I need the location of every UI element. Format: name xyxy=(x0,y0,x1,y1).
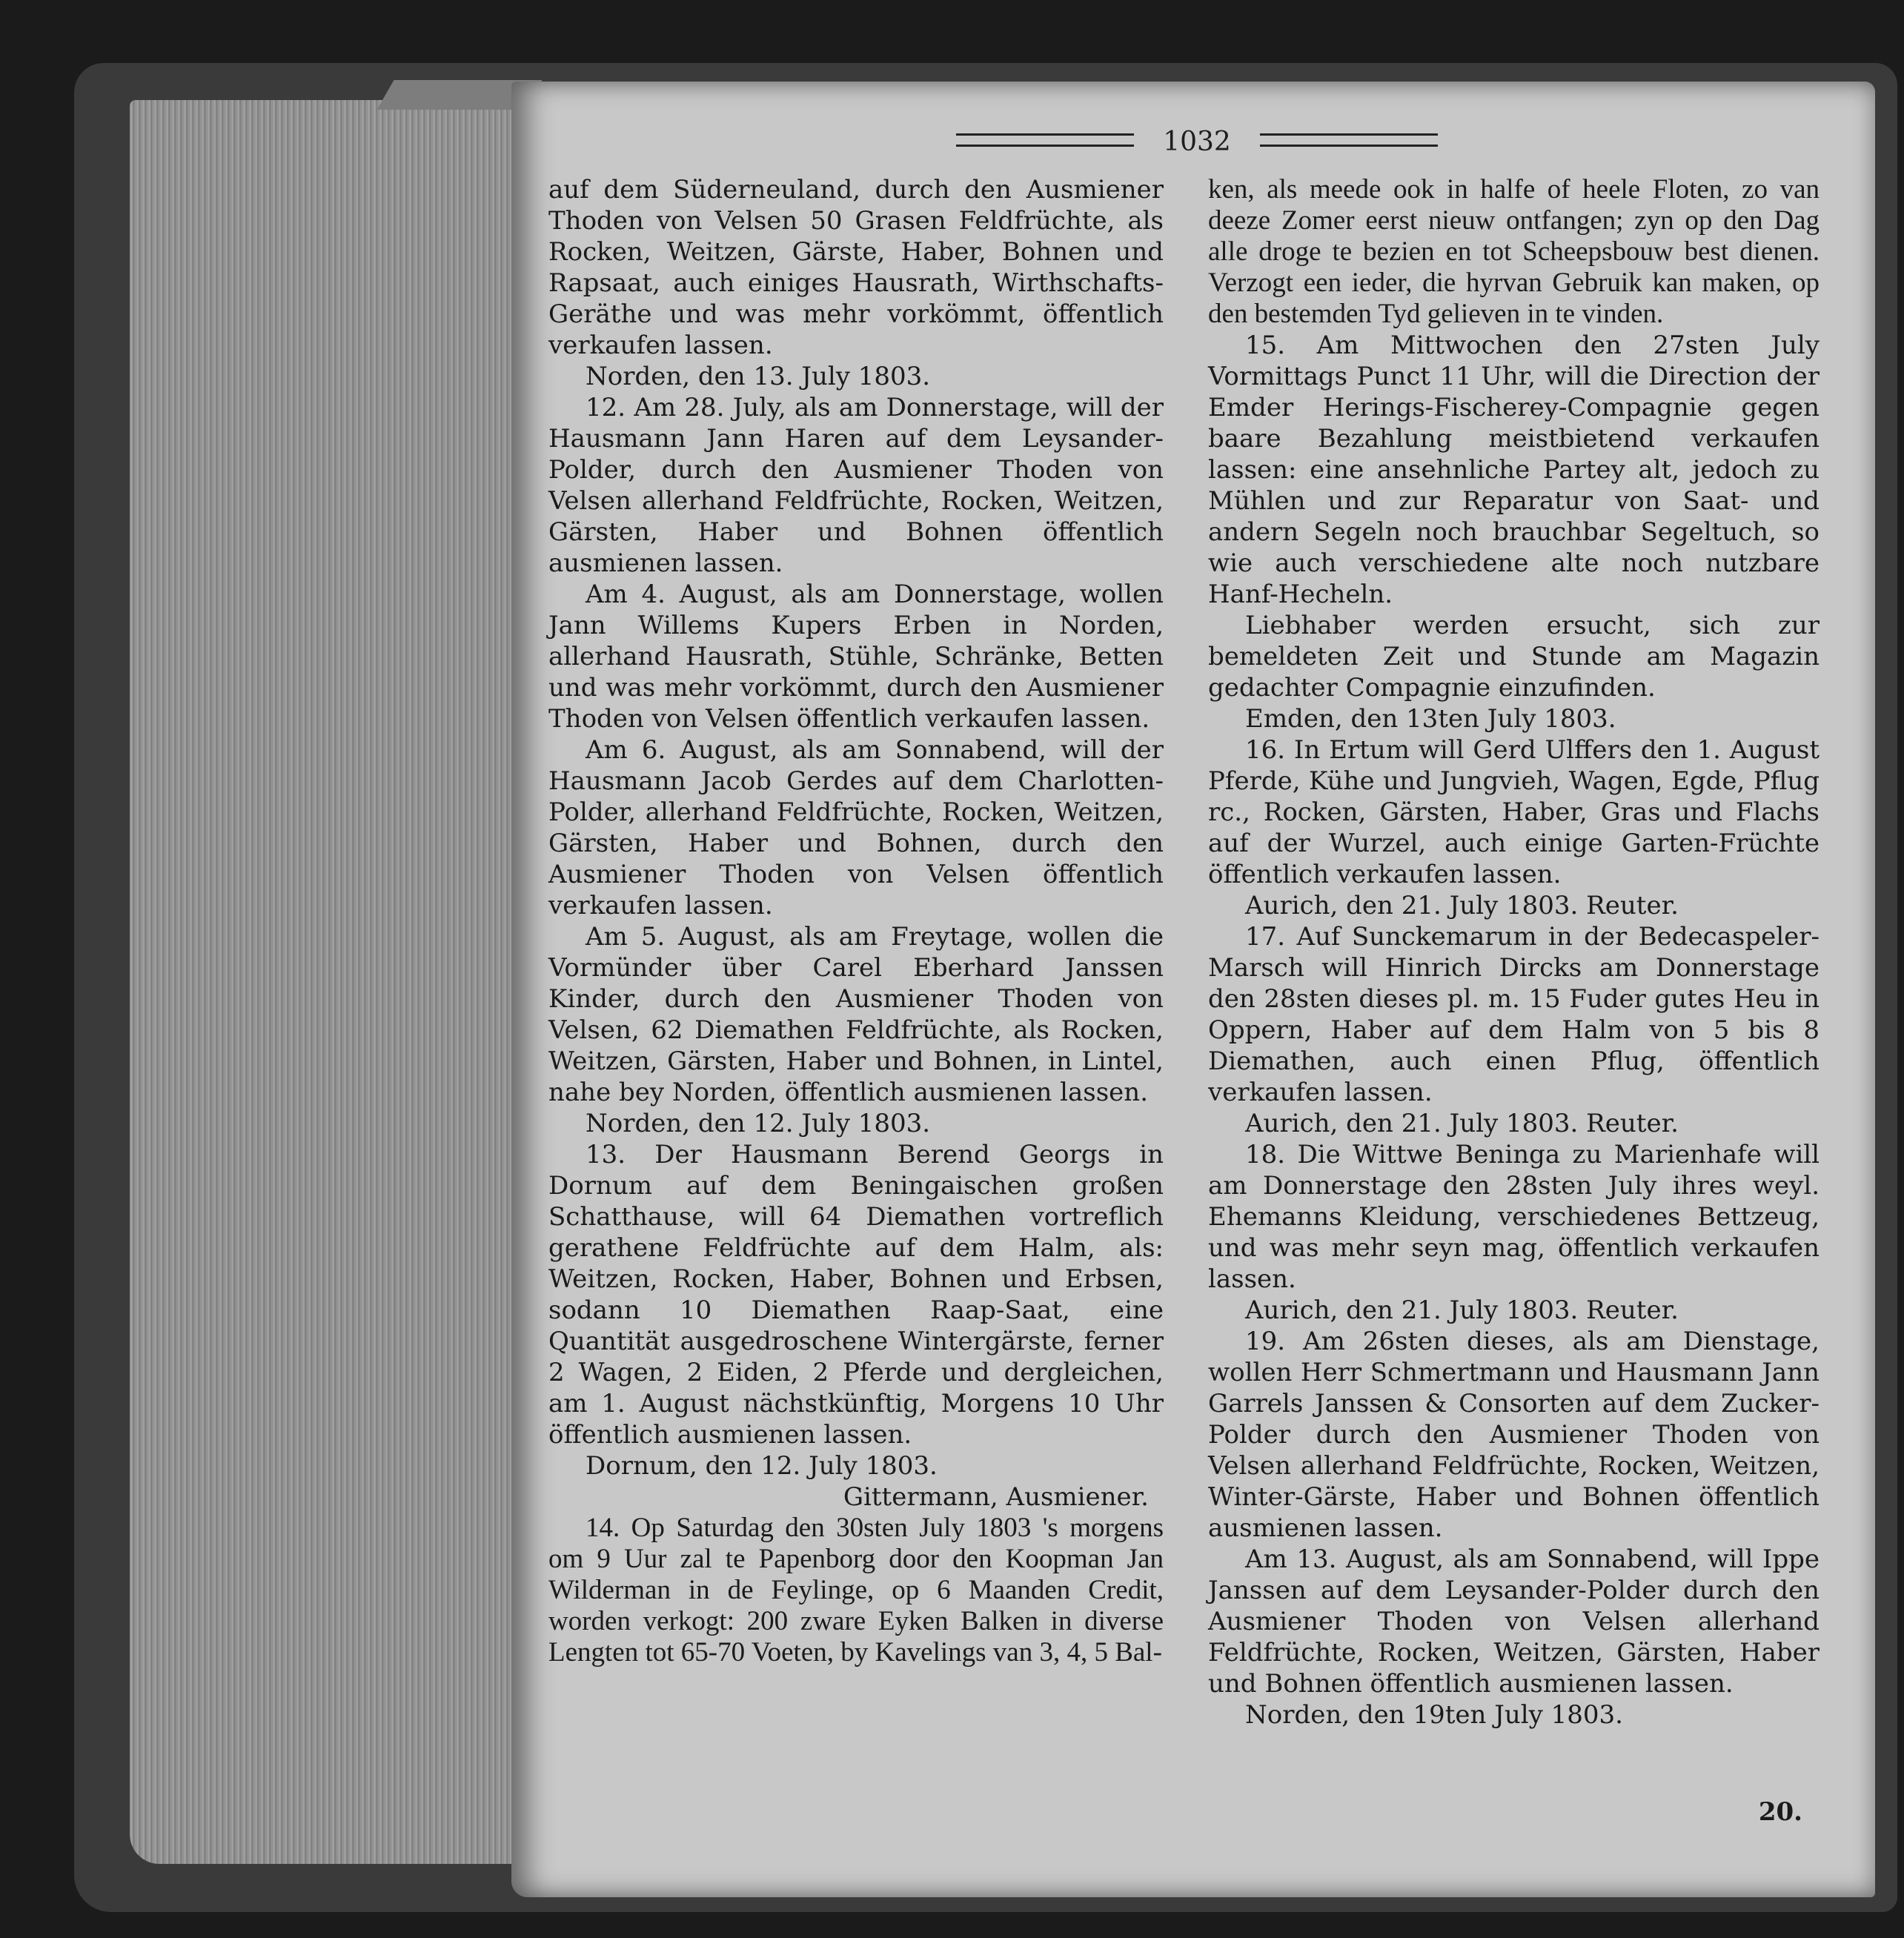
header-rule-left xyxy=(956,133,1134,147)
right-column-paragraph: 16. In Ertum will Gerd Ulffers den 1. August Pferde, Kühe und Jungvieh, Wagen, Egde, Pflug rc., Rocken, Gärsten, Haber, Gras und Flachs auf der Wurzel, auch einige Garten-Früchte öffentlich verkaufen lassen. xyxy=(1208,735,1820,889)
right-column-paragraph: Aurich, den 21. July 1803. Reuter. xyxy=(1245,1109,1679,1138)
catchword: 20. xyxy=(1758,1797,1802,1827)
left-column xyxy=(548,174,1164,1668)
left-column-paragraph: Gittermann, Ausmiener. xyxy=(843,1482,1149,1512)
right-column xyxy=(1208,174,1820,1730)
left-column-paragraph: Norden, den 12. July 1803. xyxy=(586,1109,931,1138)
right-column-paragraph: 18. Die Wittwe Beninga zu Marienhafe will am Donnerstage den 28sten July ihres weyl. Ehemanns Kleidung, verschiedenes Bettzeug, und was mehr seyn mag, öffentlich verkaufen lassen. xyxy=(1208,1140,1820,1294)
left-column-paragraph: 13. Der Hausmann Berend Georgs in Dornum auf dem Beningaischen großen Schatthause, will 64 Diemathen vortreflich gerathene Feldfrüchte auf dem Halm, als: Weitzen, Rocken, Haber, Bohnen und Erbsen, sodann 10 Diemathen Raap-Saat, eine Quantität ausgedroschene Wintergärste, ferner 2 Wagen, 2 Eiden, 2 Pferde und dergleichen, am 1. August nächstkünftig, Morgens 10 Uhr öffentlich ausmienen lassen. xyxy=(548,1140,1164,1450)
left-column-paragraph: 14. Op Saturdag den 30sten July 1803 's morgens om 9 Uur zal te Papenborg door den Koopman Jan Wilderman in de Feylinge, op 6 Maanden Credit, worden verkogt: 200 zware Eyken Balken in diverse Lengten tot 65-70 Voeten, by Kavelings van 3, 4, 5 Bal- xyxy=(548,1513,1164,1667)
left-column-paragraph: Norden, den 13. July 1803. xyxy=(586,362,931,391)
left-column-paragraph: auf dem Süderneuland, durch den Ausmiener Thoden von Velsen 50 Grasen Feldfrüchte, als Rocken, Weitzen, Gärste, Haber, Bohnen und Rapsaat, auch einiges Hausrath, Wirthschafts-Geräthe und was mehr vorkömmt, öffentlich verkaufen lassen. xyxy=(548,175,1164,360)
right-column-paragraph: 15. Am Mittwochen den 27sten July Vormittags Punct 11 Uhr, will die Direction der Emder Herings-Fischerey-Compagnie gegen baare Bezahlung meistbietend verkaufen lassen: eine ansehnliche Partey alt, jedoch zu Mühlen und zur Reparatur von Saat- und andern Segeln noch brauchbar Segeltuch, so wie auch verschiedene alte noch nutzbare Hanf-Hecheln. xyxy=(1208,331,1820,609)
page-edges xyxy=(130,100,534,1864)
right-column-paragraph: 17. Auf Sunckemarum in der Bedecaspeler-Marsch will Hinrich Dircks am Donnerstage den 28sten dieses pl. m. 15 Fuder gutes Heu in Oppern, Haber auf dem Halm von 5 bis 8 Diemathen, auch einen Pflug, öffentlich verkaufen lassen. xyxy=(1208,922,1820,1107)
right-column-paragraph: ken, als meede ook in halfe of heele Floten, zo van deeze Zomer eerst nieuw ontfangen; zyn op den Dag alle droge te bezien en tot Scheepsbouw best dienen. Verzogt een ieder, die hyrvan Gebruik kan maken, op den bestemden Tyd gelieven in te vinden. xyxy=(1208,174,1820,329)
right-column-paragraph: Liebhaber werden ersucht, sich zur bemeldeten Zeit und Stunde am Magazin gedachter Compagnie einzufinden. xyxy=(1208,611,1820,703)
left-column-paragraph: Am 4. August, als am Donnerstage, wollen Jann Willems Kupers Erben in Norden, allerhand Hausrath, Stühle, Schränke, Betten und was mehr vorkömmt, durch den Ausmiener Thoden von Velsen öffentlich verkaufen lassen. xyxy=(548,580,1164,734)
right-column-paragraph: 19. Am 26sten dieses, als am Dienstage, wollen Herr Schmertmann und Hausmann Jann Garrels Janssen & Consorten auf dem Zucker-Polder durch den Ausmiener Thoden von Velsen allerhand Feldfrüchte, Rocken, Weitzen, Winter-Gärste, Haber und Bohnen öffentlich ausmienen lassen. xyxy=(1208,1327,1820,1543)
left-column-paragraph: 12. Am 28. July, als am Donnerstage, will der Hausmann Jann Haren auf dem Leysander-Polder, durch den Ausmiener Thoden von Velsen allerhand Feldfrüchte, Rocken, Weitzen, Gärsten, Haber und Bohnen öffentlich ausmienen lassen. xyxy=(548,393,1164,578)
right-column-paragraph: Am 13. August, als am Sonnabend, will Ippe Janssen auf dem Leysander-Polder durch den Ausmiener Thoden von Velsen allerhand Feldfrüchte, Rocken, Weitzen, Gärsten, Haber und Bohnen öffentlich ausmienen lassen. xyxy=(1208,1544,1820,1699)
right-column-paragraph: Aurich, den 21. July 1803. Reuter. xyxy=(1245,891,1679,920)
page-number: 1032 xyxy=(1163,127,1231,157)
left-column-paragraph: Dornum, den 12. July 1803. xyxy=(586,1451,938,1481)
left-column-paragraph: Am 5. August, als am Freytage, wollen die Vormünder über Carel Eberhard Janssen Kinder, durch den Ausmiener Thoden von Velsen, 62 Diemathen Feldfrüchte, als Rocken, Weitzen, Gärsten, Haber und Bohnen, in Lintel, nahe bey Norden, öffentlich ausmienen lassen. xyxy=(548,922,1164,1107)
right-column-paragraph: Emden, den 13ten July 1803. xyxy=(1245,704,1616,734)
right-column-paragraph: Norden, den 19ten July 1803. xyxy=(1245,1700,1623,1730)
right-column-paragraph: Aurich, den 21. July 1803. Reuter. xyxy=(1245,1295,1679,1325)
left-column-paragraph: Am 6. August, als am Sonnabend, will der Hausmann Jacob Gerdes auf dem Charlotten-Polder, allerhand Feldfrüchte, Rocken, Weitzen, Gärsten, Haber und Bohnen, durch den Ausmiener Thoden von Velsen öffentlich verkaufen lassen. xyxy=(548,735,1164,920)
header-rule-right xyxy=(1260,133,1438,147)
